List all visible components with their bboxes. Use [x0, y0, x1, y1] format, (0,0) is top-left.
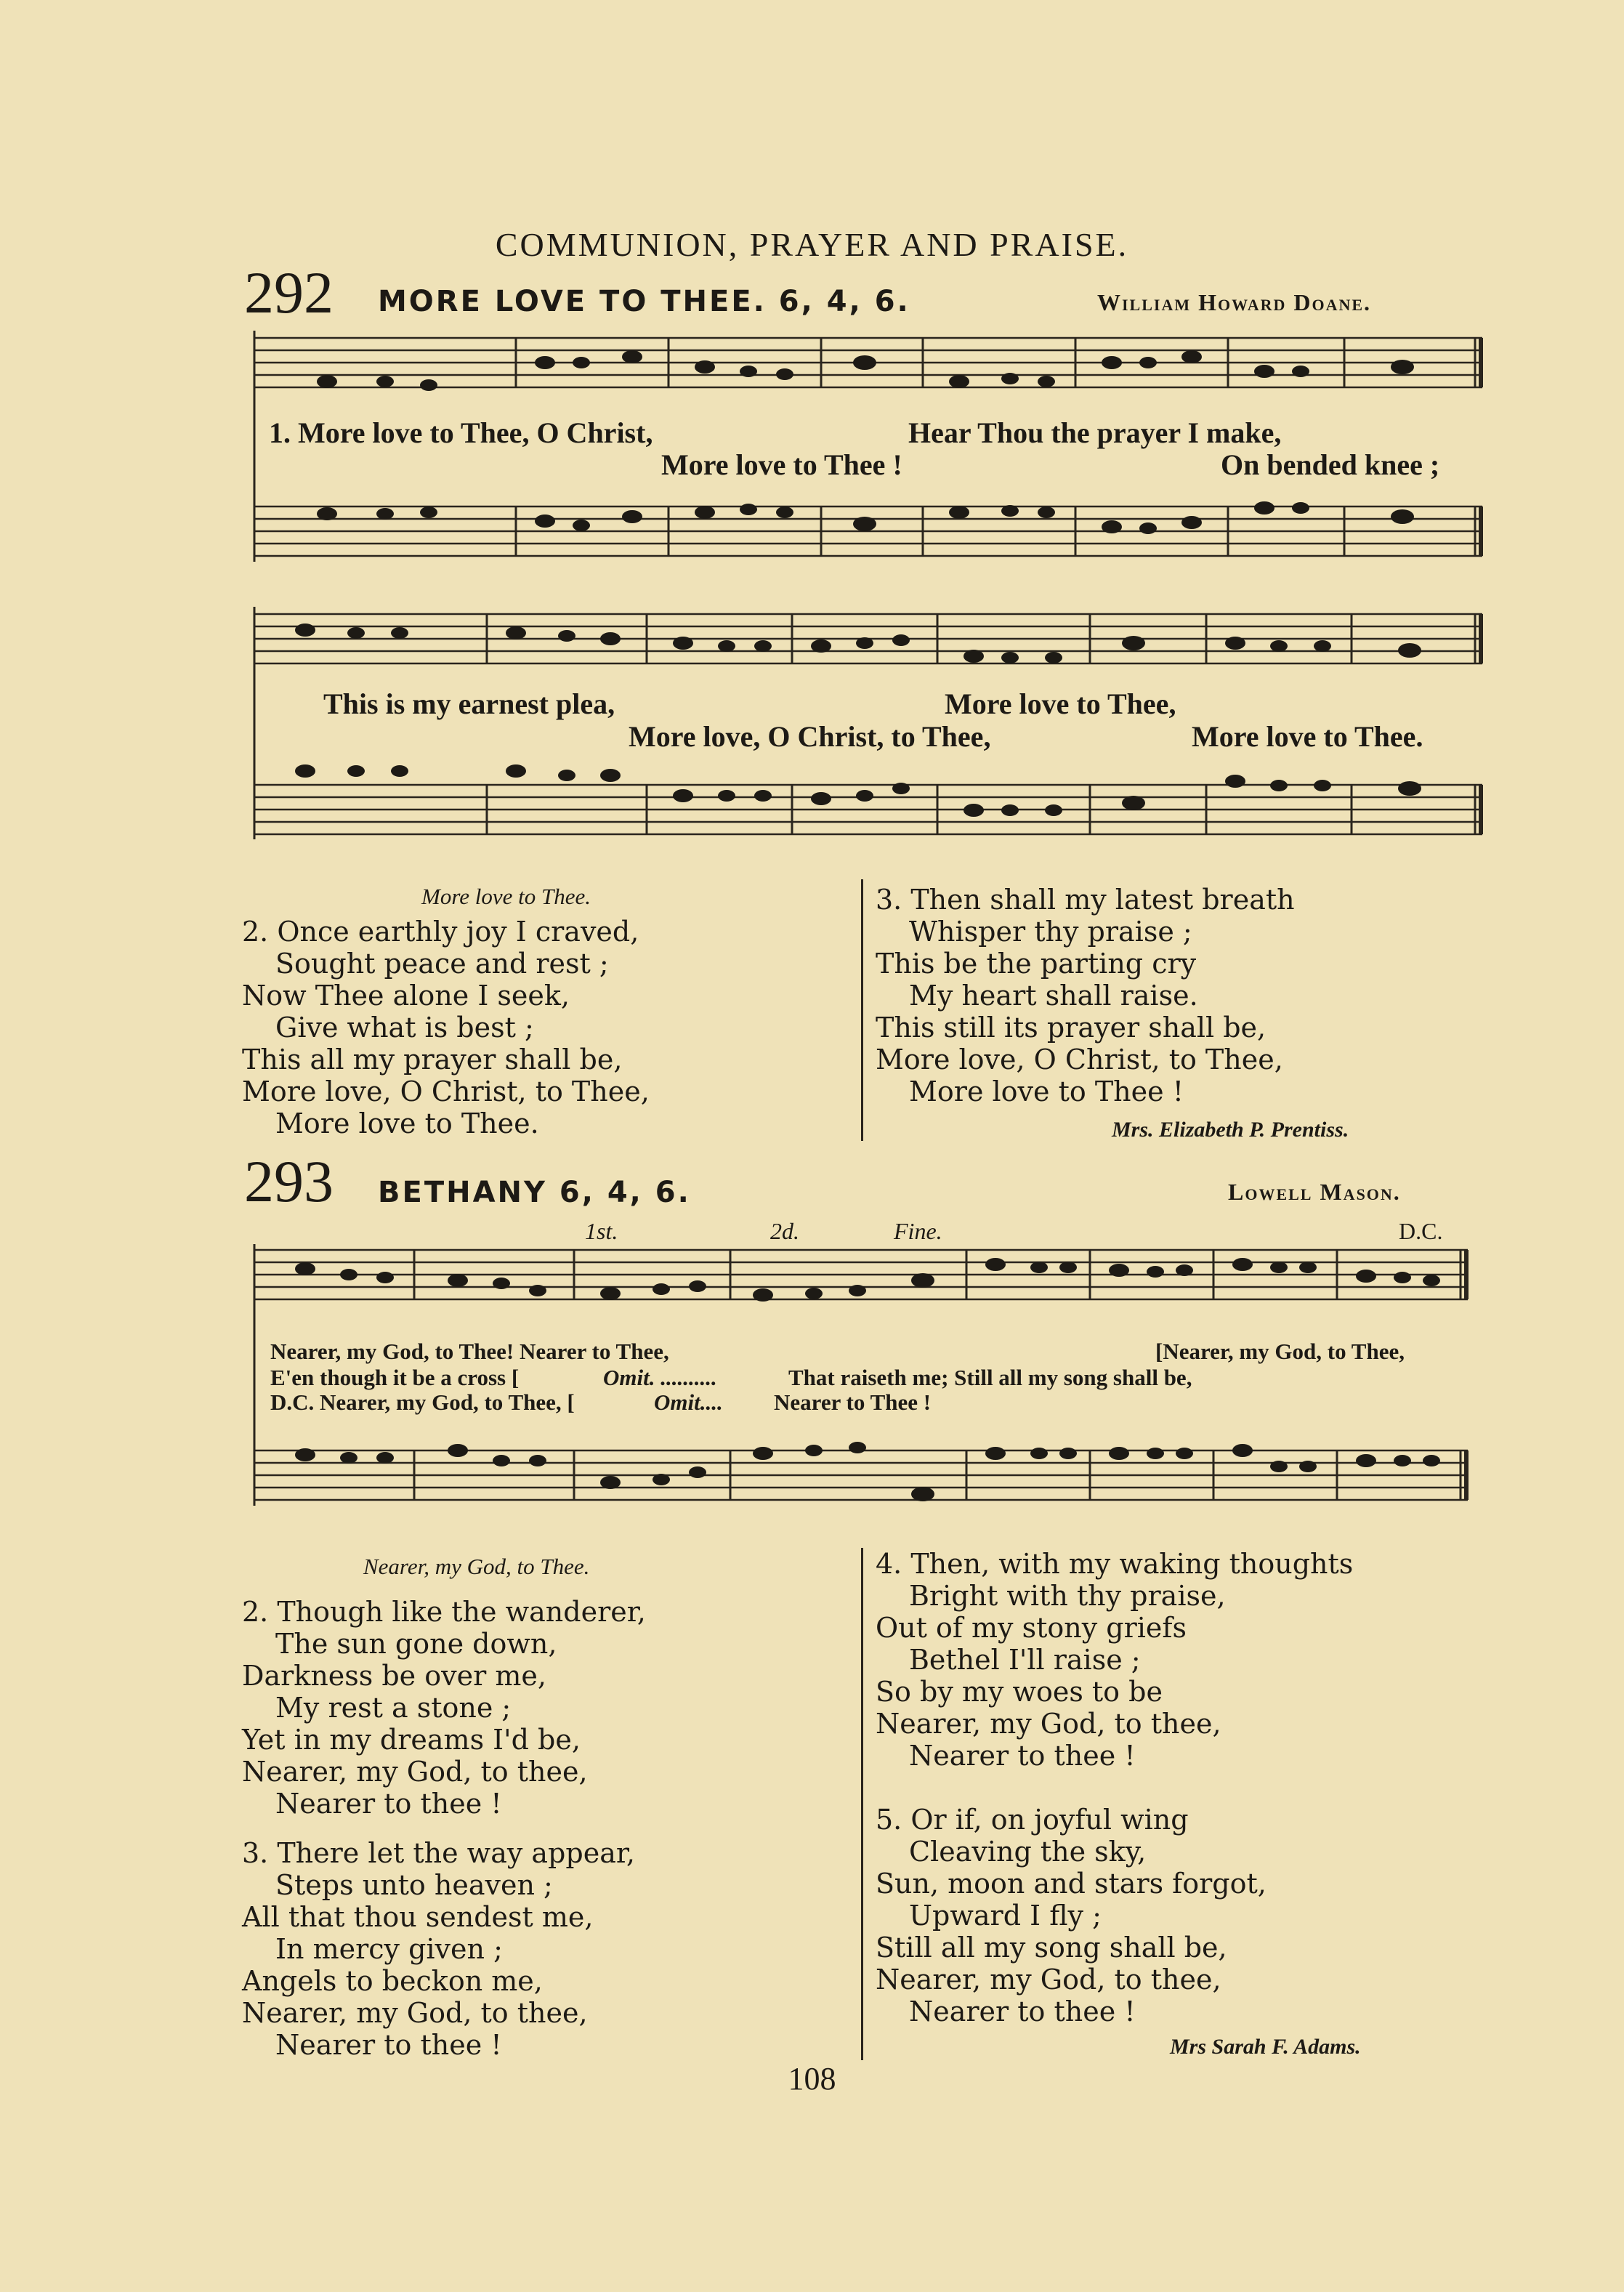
lyric-293-row2a: E'en though it be a cross [ — [270, 1365, 520, 1390]
verse-292-2 — [242, 916, 650, 1139]
hymn-title-292: MORE LOVE TO THEE. 6, 4, 6. — [378, 285, 910, 318]
staff-bass-293 — [254, 1450, 1468, 1500]
fine-mark: Fine. — [894, 1218, 942, 1244]
verse-line: This still its prayer shall be, — [876, 1012, 1267, 1044]
composer-292: William Howard Doane. — [1097, 289, 1372, 315]
verse-line: Steps unto heaven ; — [275, 1869, 553, 1901]
verses-heading-292: More love to Thee. — [421, 884, 591, 909]
first-ending-mark: 1st. — [585, 1218, 618, 1244]
verse-293-5 — [876, 1804, 1267, 2027]
verse-line: This all my prayer shall be, — [242, 1044, 623, 1076]
verse-line: This be the parting cry — [876, 948, 1197, 980]
verse-line: Cleaving the sky, — [909, 1836, 1147, 1868]
verse-line: Nearer to thee ! — [909, 1996, 1136, 2027]
verse-line: All that thou sendest me, — [242, 1901, 594, 1933]
lyric-293-row2-omit: Omit. .......... — [603, 1365, 717, 1390]
verse-line: More love, O Christ, to Thee, — [242, 1076, 650, 1107]
verses-heading-293: Nearer, my God, to Thee. — [363, 1554, 590, 1579]
verse-line: 4. Then, with my waking thoughts — [876, 1548, 1354, 1580]
hymn-number-292: 292 — [244, 259, 334, 326]
lyric-292-line4a: More love, O Christ, to Thee, — [629, 720, 991, 753]
lyric-292-line1b: Hear Thou the prayer I make, — [908, 416, 1282, 449]
lyric-292-line4b: More love to Thee. — [1192, 720, 1423, 753]
hymn-number-293: 293 — [244, 1148, 334, 1214]
verse-line: 2. Once earthly joy I craved, — [242, 916, 639, 948]
lyric-292-line2a: More love to Thee ! — [661, 448, 902, 481]
verse-line: Nearer, my God, to thee, — [876, 1708, 1221, 1740]
author-292: Mrs. Elizabeth P. Prentiss. — [1112, 1118, 1349, 1142]
column-divider-293 — [861, 1548, 863, 2060]
verse-line: Nearer, my God, to thee, — [876, 1964, 1221, 1996]
lyric-292-line2b: On bended knee ; — [1221, 448, 1440, 481]
verse-line: Bright with thy praise, — [909, 1580, 1226, 1612]
verse-line: Nearer to thee ! — [909, 1740, 1136, 1772]
verse-line: Still all my song shall be, — [876, 1932, 1227, 1964]
verse-line: Sun, moon and stars forgot, — [876, 1868, 1267, 1900]
verse-line: Yet in my dreams I'd be, — [242, 1724, 581, 1756]
verse-line: Give what is best ; — [275, 1012, 534, 1044]
second-ending-mark: 2d. — [770, 1218, 799, 1244]
dc-mark: D.C. — [1399, 1218, 1443, 1244]
lyric-293-row3a: D.C. Nearer, my God, to Thee, [ — [270, 1389, 575, 1415]
verse-line: Nearer to thee ! — [275, 1788, 502, 1820]
verse-line: The sun gone down, — [275, 1628, 557, 1660]
verse-line: My rest a stone ; — [275, 1692, 512, 1724]
author-293: Mrs Sarah F. Adams. — [1170, 2035, 1361, 2059]
verse-line: Sought peace and rest ; — [275, 948, 609, 980]
column-divider-292 — [861, 879, 863, 1141]
verse-292-3 — [876, 884, 1295, 1107]
verse-line: Upward I fly ; — [909, 1900, 1102, 1932]
page-number: 108 — [788, 2061, 836, 2097]
lyric-293-row2b: That raiseth me; Still all my song shall be, — [788, 1365, 1192, 1390]
verse-line: Now Thee alone I seek, — [242, 980, 570, 1012]
verse-line: So by my woes to be — [876, 1676, 1163, 1708]
notes-treble-2 — [295, 624, 1421, 663]
verse-line: Nearer, my God, to thee, — [242, 1756, 588, 1788]
notes-treble-293 — [295, 1258, 1440, 1302]
verse-line: My heart shall raise. — [909, 980, 1198, 1012]
lyric-292-line1a: 1. More love to Thee, O Christ, — [269, 416, 653, 449]
verse-line: Nearer, my God, to thee, — [242, 1997, 588, 2029]
hymn-title-293: BETHANY 6, 4, 6. — [378, 1176, 691, 1209]
lyric-293-row3b: Nearer to Thee ! — [774, 1389, 932, 1415]
lyric-292-line3a: This is my earnest plea, — [323, 687, 615, 720]
verse-293-3 — [242, 1837, 635, 2061]
verse-line: Darkness be over me, — [242, 1660, 546, 1692]
verse-293-4 — [876, 1548, 1353, 1772]
verse-line: More love to Thee. — [275, 1107, 539, 1139]
verse-line: 5. Or if, on joyful wing — [876, 1804, 1189, 1836]
verse-line: Whisper thy praise ; — [909, 916, 1192, 948]
composer-293: Lowell Mason. — [1228, 1179, 1401, 1205]
verse-line: More love, O Christ, to Thee, — [876, 1044, 1283, 1076]
verse-line: Bethel I'll raise ; — [909, 1644, 1141, 1676]
verse-line: 2. Though like the wanderer, — [242, 1596, 646, 1628]
running-head: COMMUNION, PRAYER AND PRAISE. — [495, 226, 1129, 263]
lyric-292-line3b: More love to Thee, — [945, 687, 1176, 720]
verse-line: Angels to beckon me, — [242, 1965, 543, 1997]
lyric-293-row1b: [Nearer, my God, to Thee, — [1155, 1339, 1405, 1364]
lyric-293-row1a: Nearer, my God, to Thee! Nearer to Thee, — [270, 1339, 669, 1364]
verse-line: More love to Thee ! — [909, 1076, 1184, 1107]
notes-treble — [317, 350, 1414, 391]
verse-line: 3. Then shall my latest breath — [876, 884, 1295, 916]
verse-line: Nearer to thee ! — [275, 2029, 502, 2061]
lyric-293-row3-omit: Omit.... — [654, 1389, 723, 1415]
verse-293-2 — [242, 1596, 646, 1820]
verse-line: 3. There let the way appear, — [242, 1837, 635, 1869]
verse-line: Out of my stony griefs — [876, 1612, 1187, 1644]
staff-bass — [254, 507, 1482, 556]
verse-line: In mercy given ; — [275, 1933, 503, 1965]
